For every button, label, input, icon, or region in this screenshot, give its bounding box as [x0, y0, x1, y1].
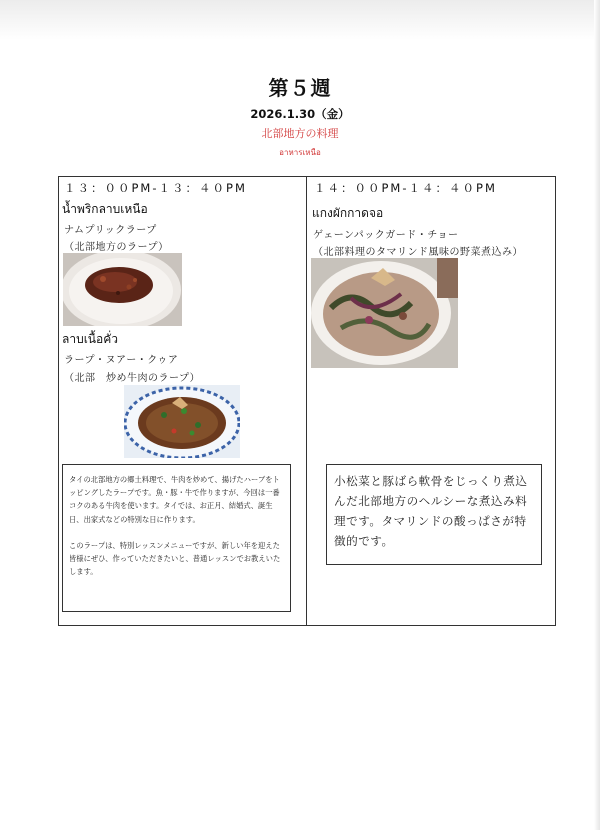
left-note-paragraph-1: タイの北部地方の郷土料理で、牛肉を炒めて、揚げたハーブをトッピングしたラープです。魚・豚・牛で作りますが、今回は一番コクのある牛肉を使います。タイでは、お正月、結婚式、誕生日、出家式などの特別な日に作ります。: [69, 475, 280, 524]
dish3-japanese-name: ゲェーンパックガード・チョー: [313, 230, 459, 241]
dish3-description: （北部料理のタマリンド風味の野菜煮込み）: [313, 247, 523, 258]
region-japanese: 北部地方の料理: [261, 127, 339, 140]
right-time-slot: １４：００PM-１４：４０PM: [314, 181, 497, 195]
dish1-description: （北部地方のラープ）: [64, 242, 169, 253]
region-thai: อาหารเหนือ: [279, 148, 321, 157]
dish2-japanese-name: ラープ・ヌアー・クゥア: [64, 355, 179, 366]
page-top-shadow: [0, 0, 600, 40]
dish3-photo: [311, 258, 458, 368]
page-title: 第５週: [268, 76, 332, 100]
left-time-slot: １３：００PM-１３：４０PM: [64, 181, 247, 195]
dish1-thai-name: น้ำพริกลาบเหนือ: [62, 202, 148, 216]
dish1-photo: [63, 253, 182, 326]
left-note-paragraph-2: このラープは、特別レッスンメニューですが、新しい年を迎えた皆様にぜひ、作っていただきたいと、普通レッスンでお教えいたします。: [69, 540, 281, 577]
dish1-japanese-name: ナムプリックラープ: [64, 225, 157, 236]
dish3-thai-name: แกงผักกาดจอ: [312, 206, 384, 220]
class-date: 2026.1.30（金）: [250, 107, 350, 121]
dish2-description: （北部 炒め牛肉のラープ）: [64, 373, 201, 384]
dish2-photo: [124, 385, 240, 458]
left-dish-note: [62, 464, 291, 612]
column-divider: [306, 176, 307, 626]
right-dish-note: 小松菜と豚ばら軟骨をじっくり煮込んだ北部地方のヘルシーな煮込み料理です。タマリンドの酸っぱさが特徴的です。: [326, 464, 542, 565]
dish2-thai-name: ลาบเนื้อคั่ว: [62, 332, 118, 346]
